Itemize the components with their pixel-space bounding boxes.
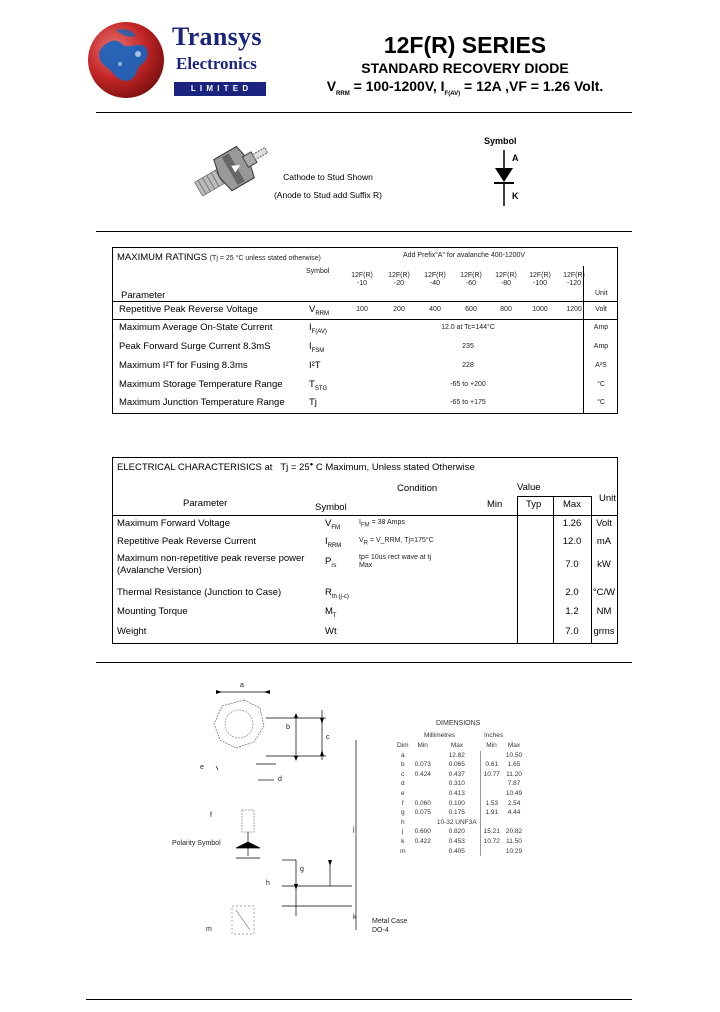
dim-col-header-3: Min	[486, 742, 497, 749]
dim-cell-6-2: 0.175	[434, 808, 480, 818]
dim-cell-4-3	[480, 789, 503, 799]
dim-cell-5-4: 2.54	[507, 799, 521, 807]
elec-unit-4: NM	[596, 606, 612, 617]
elec-unit-3: °C/W	[592, 587, 616, 598]
dimensions-row	[394, 770, 525, 780]
parameter-header: Parameter	[121, 290, 166, 301]
part-number-0: 12F(R) -10	[351, 272, 373, 287]
dim-cell-8-4: 20.82	[505, 828, 523, 836]
rating-value-0-1: 200	[393, 306, 405, 313]
rating-param-1: Maximum Average On-State Current	[119, 322, 273, 333]
elec-symbol-main-3: R	[325, 587, 332, 598]
elec-param2-2: (Avalanche Version)	[117, 565, 202, 576]
electrical-title: ELECTRICAL CHARACTERISICS at Tj = 25● C Maximum, Unless stated Otherwise	[117, 462, 475, 474]
dimensions-row	[394, 808, 525, 818]
rating-symbol-main-1: I	[309, 322, 312, 333]
rating-symbol-main-5: Tj	[309, 397, 317, 408]
dim-cell-6-3: 1.91	[485, 809, 499, 817]
rating-value-4: -65 to +200	[450, 381, 486, 388]
dim-cell-8-2: 0.820	[434, 827, 480, 837]
symbol-title: Symbol	[484, 136, 517, 146]
rating-symbol-sub-4: STG	[314, 385, 328, 392]
value-header: Value	[517, 482, 541, 493]
symbol-cathode-label: K	[512, 191, 519, 201]
rating-value-0-0: 100	[356, 306, 368, 313]
elec-max-2: 7.0	[565, 559, 579, 570]
dimensions-row	[394, 799, 525, 809]
elec-cond-2	[359, 554, 431, 561]
dim-cell-4-4: 10.49	[505, 789, 523, 797]
elec-cond-main-2: tp= 10us rect wave at tj	[359, 554, 432, 561]
dim-cell-9-2: 0.453	[434, 837, 480, 847]
elec-symbol-3	[325, 587, 349, 600]
dim-label-j: j	[353, 826, 355, 833]
elec-unit-5: grms	[593, 626, 615, 637]
dim-cell-1-4: 1.65	[507, 761, 521, 769]
elec-cond2-2: Max	[359, 562, 373, 569]
dim-cell-0-1	[412, 751, 434, 761]
elec-param-4: Mounting Torque	[117, 606, 188, 617]
footer-divider	[86, 999, 632, 1000]
elec-cond-0	[359, 519, 405, 528]
dim-cell-2-1: 0.424	[414, 770, 431, 778]
max-header: Max	[563, 499, 581, 510]
rating-symbol-sub-2: FSM	[311, 347, 325, 354]
dim-label-g: g	[300, 866, 304, 873]
elec-symbol-sub-3: th (j-c)	[331, 593, 349, 600]
condition-header: Condition	[397, 483, 438, 494]
dim-label-m: m	[206, 926, 212, 933]
brand-name: Transys	[172, 22, 262, 51]
dim-label-a: a	[240, 682, 244, 689]
elec-param-5: Weight	[117, 626, 147, 637]
dim-cell-6-0: g	[400, 809, 405, 817]
header-divider	[96, 112, 632, 113]
dimensions-row	[394, 760, 525, 770]
elec-param-0: Maximum Forward Voltage	[117, 518, 230, 529]
elec-symbol-sub-4: T	[332, 612, 337, 619]
rating-param-3: Maximum I²T for Fusing 8.3ms	[119, 360, 248, 371]
elec-symbol-2	[325, 556, 336, 569]
dim-col-header-2: Max	[450, 742, 464, 749]
dim-cell-5-0: f	[401, 799, 404, 807]
dim-label-d: d	[278, 776, 282, 783]
elec-symbol-main-5: Wt	[325, 626, 337, 637]
dim-cell-7-2: 10-32 UNF3A	[434, 818, 480, 828]
dim-cell-0-2: 12.82	[434, 751, 480, 761]
elec-cond-rest-0: = 38 Amps	[369, 519, 405, 526]
elec-max-3: 2.0	[565, 587, 579, 598]
page-subtitle: STANDARD RECOVERY DIODE	[361, 60, 569, 76]
dim-cell-10-0: m	[400, 847, 406, 855]
rating-symbol-main-4: T	[309, 379, 315, 390]
dimensions-row	[394, 847, 525, 857]
elec-max-5: 7.0	[565, 626, 579, 637]
dim-cell-9-1: 0.422	[414, 837, 431, 845]
rating-symbol-0	[309, 304, 329, 317]
dim-label-h: h	[266, 880, 270, 887]
rating-symbol-main-0: V	[309, 304, 316, 315]
elec-symbol-main-4: M	[325, 606, 333, 617]
rating-unit-5: °C	[597, 399, 605, 406]
dim-cell-3-1	[412, 779, 434, 789]
part-number-3: 12F(R) -60	[460, 272, 482, 287]
dimensions-row	[394, 818, 525, 828]
symbol-anode-label: A	[512, 153, 519, 163]
section-divider-2	[96, 662, 632, 663]
elec-parameter-header: Parameter	[183, 498, 228, 509]
dim-cell-7-3	[480, 818, 503, 828]
dim-cell-1-2: 0.065	[434, 760, 480, 770]
dimensions-row	[394, 789, 525, 799]
case-label: Metal Case	[372, 918, 408, 925]
elec-symbol-sub-0: FM	[331, 524, 341, 531]
elec-symbol-main-1: I	[325, 536, 328, 547]
part-number-4: 12F(R) -80	[495, 272, 517, 287]
elec-unit-2: kW	[597, 559, 611, 570]
rating-symbol-5	[309, 397, 317, 410]
rating-symbol-main-3: I²T	[309, 360, 321, 371]
rating-param-4: Maximum Storage Temperature Range	[119, 379, 283, 390]
dim-cell-6-4: 4.44	[507, 809, 521, 817]
dim-cell-8-3: 15.21	[483, 828, 500, 836]
elec-unit-header: Unit	[599, 493, 616, 504]
dim-cell-2-2: 0.437	[434, 770, 480, 780]
rating-value-0-2: 400	[429, 306, 441, 313]
mm-header: Millimetres	[424, 732, 456, 739]
elec-cond-main-1: V	[359, 537, 364, 544]
dim-cell-10-1	[412, 847, 434, 857]
rating-value-1: 12.0 at Tc=144°C	[441, 324, 495, 331]
dim-cell-4-2: 0.413	[434, 789, 480, 799]
elec-max-0: 1.26	[562, 518, 582, 529]
elec-symbol-sub-2: rs	[331, 562, 337, 569]
brand-subname: Electronics	[176, 54, 257, 73]
key-specs: $V_{RRM} = 100-1200V$, $I_{F(AV)} = 12A$ ,VF = 1.26 Volt.	[326, 78, 604, 97]
dim-cell-10-4: 10.29	[505, 847, 523, 855]
rating-param-2: Peak Forward Surge Current 8.3mS	[119, 341, 271, 352]
page-title: 12F(R) SERIES	[383, 32, 547, 58]
dim-cell-0-0: a	[400, 751, 405, 759]
dimensions-header-row	[394, 741, 525, 751]
elec-unit-1: mA	[596, 536, 612, 547]
dimensions-row	[394, 751, 525, 761]
dim-cell-9-3: 10.72	[483, 837, 500, 845]
dimensions-row	[394, 837, 525, 847]
inch-header: Inches	[484, 732, 504, 739]
rating-value-3: 228	[462, 362, 474, 369]
max-ratings-table	[112, 247, 618, 414]
part-number-1: 12F(R) -20	[388, 272, 410, 287]
rating-unit-1: Amp	[593, 324, 609, 331]
elec-param-1: Repetitive Peak Reverse Current	[117, 536, 256, 547]
rating-value-2: 235	[462, 343, 474, 350]
dim-col-header-0: Dim	[397, 742, 409, 749]
rating-value-5: -65 to +175	[450, 399, 486, 406]
rating-symbol-1	[309, 322, 327, 335]
dim-cell-3-3	[480, 779, 503, 789]
rating-value-0-3: 600	[465, 306, 477, 313]
dim-cell-0-3	[480, 751, 503, 761]
dim-cell-5-1: 0.060	[414, 799, 431, 807]
rating-value-0-4: 800	[500, 306, 512, 313]
dim-cell-5-3: 1.53	[485, 799, 499, 807]
image-caption-1: Cathode to Stud Shown	[283, 172, 373, 182]
dim-cell-6-1: 0.075	[414, 809, 431, 817]
dimensions-table	[394, 741, 525, 856]
rating-symbol-3	[309, 360, 321, 373]
brand-limited: L I M I T E D	[174, 82, 266, 96]
rating-value-0-6: 1200	[566, 306, 582, 313]
dim-cell-9-4: 11.50	[506, 837, 522, 845]
dim-cell-3-2: 0.310	[434, 779, 480, 789]
rating-symbol-sub-1: F(AV)	[311, 328, 327, 335]
dim-cell-8-1: 0.600	[414, 828, 431, 836]
dim-cell-7-1	[412, 818, 434, 828]
rating-param-0: Repetitive Peak Reverse Voltage	[119, 304, 258, 315]
rating-symbol-4	[309, 379, 327, 392]
rating-value-0-5: 1000	[532, 306, 548, 313]
elec-symbol-sub-1: RRM	[327, 542, 342, 549]
globe-icon	[86, 20, 166, 100]
symbol-header: Symbol	[306, 268, 330, 275]
dim-cell-5-2: 0.100	[434, 799, 480, 809]
rating-unit-2: Amp	[593, 343, 609, 350]
dim-cell-4-1	[412, 789, 434, 799]
avalanche-note: Add Prefix"A" for avalanche 400-1200V	[403, 252, 526, 259]
elec-max-4: 1.2	[565, 606, 579, 617]
diode-symbol-icon	[492, 150, 516, 208]
elec-cond-sub-1: R	[363, 540, 369, 547]
part-number-2: 12F(R) -40	[424, 272, 446, 287]
image-caption-2: (Anode to Stud add Suffix R)	[273, 190, 383, 200]
part-number-6: 12F(R) -120	[563, 272, 585, 287]
dim-cell-3-0: d	[400, 780, 405, 788]
elec-symbol-1	[325, 536, 341, 549]
dim-col-header-1: Min	[417, 742, 428, 749]
dim-label-f: f	[210, 812, 212, 819]
dimensions-title: DIMENSIONS	[436, 720, 481, 727]
dimensions-row	[394, 827, 525, 837]
dim-cell-2-0: c	[401, 770, 405, 778]
elec-symbol-5	[325, 626, 337, 639]
dim-cell-10-3	[480, 847, 503, 857]
typ-header: Typ	[526, 499, 542, 510]
rating-unit-0: Volt	[595, 306, 607, 313]
elec-cond-1	[359, 537, 434, 546]
dim-cell-4-0: e	[400, 789, 405, 797]
outline-drawing	[196, 680, 416, 950]
elec-symbol-main-0: V	[325, 518, 332, 529]
elec-symbol-main-2: P	[325, 556, 332, 567]
package-label: DO-4	[372, 927, 389, 934]
dim-cell-10-2: 0.405	[434, 847, 480, 857]
elec-cond-sub-0: FM	[360, 522, 370, 529]
dim-label-b: b	[286, 724, 290, 731]
rating-symbol-main-2: I	[309, 341, 312, 352]
part-number-5: 12F(R) -100	[529, 272, 551, 287]
dim-cell-7-4	[503, 818, 525, 828]
dim-cell-1-0: b	[400, 761, 405, 769]
elec-symbol-header: Symbol	[315, 502, 347, 513]
dim-cell-2-3: 10.77	[483, 770, 500, 778]
rating-unit-3: A²S	[595, 362, 607, 369]
dim-label-c: c	[326, 734, 330, 741]
section-divider-1	[96, 231, 632, 232]
dim-label-e: e	[200, 764, 204, 771]
dim-cell-2-4: 11.20	[506, 770, 522, 778]
min-header: Min	[487, 499, 503, 510]
elec-cond-main-0: I	[359, 519, 361, 526]
elec-max-1: 12.0	[562, 536, 582, 547]
rating-symbol-2	[309, 341, 324, 354]
dim-cell-1-3: 0.61	[485, 761, 499, 769]
elec-unit-0: Volt	[596, 518, 612, 529]
rating-param-5: Maximum Junction Temperature Range	[119, 397, 285, 408]
dimensions-row	[394, 779, 525, 789]
dim-cell-3-4: 7.87	[507, 780, 521, 788]
dim-cell-9-0: k	[401, 837, 405, 845]
elec-cond-rest-1: = V_RRM, Tj=175°C	[368, 537, 434, 544]
dim-col-header-4: Max	[507, 742, 521, 749]
dim-cell-7-0: h	[400, 818, 405, 826]
dim-cell-8-0: j	[402, 828, 404, 836]
elec-param-2: Maximum non-repetitive peak reverse power	[117, 553, 305, 564]
elec-symbol-0	[325, 518, 340, 531]
electrical-table	[112, 457, 618, 644]
dim-cell-0-4: 10.50	[505, 751, 523, 759]
polarity-label: Polarity Symbol	[172, 840, 221, 847]
elec-param-3: Thermal Resistance (Junction to Case)	[117, 587, 282, 598]
dim-cell-1-1: 0.073	[414, 761, 431, 769]
max-ratings-title: MAXIMUM RATINGS (Tj = 25 °C unless stated otherwise)	[117, 252, 321, 263]
rating-symbol-sub-0: RRM	[315, 310, 330, 317]
product-image	[186, 128, 278, 214]
company-logo	[86, 20, 276, 110]
rating-unit-4: °C	[597, 381, 605, 388]
unit-header: Unit	[595, 290, 608, 297]
elec-symbol-4	[325, 606, 337, 619]
dim-label-k: k	[353, 914, 357, 921]
